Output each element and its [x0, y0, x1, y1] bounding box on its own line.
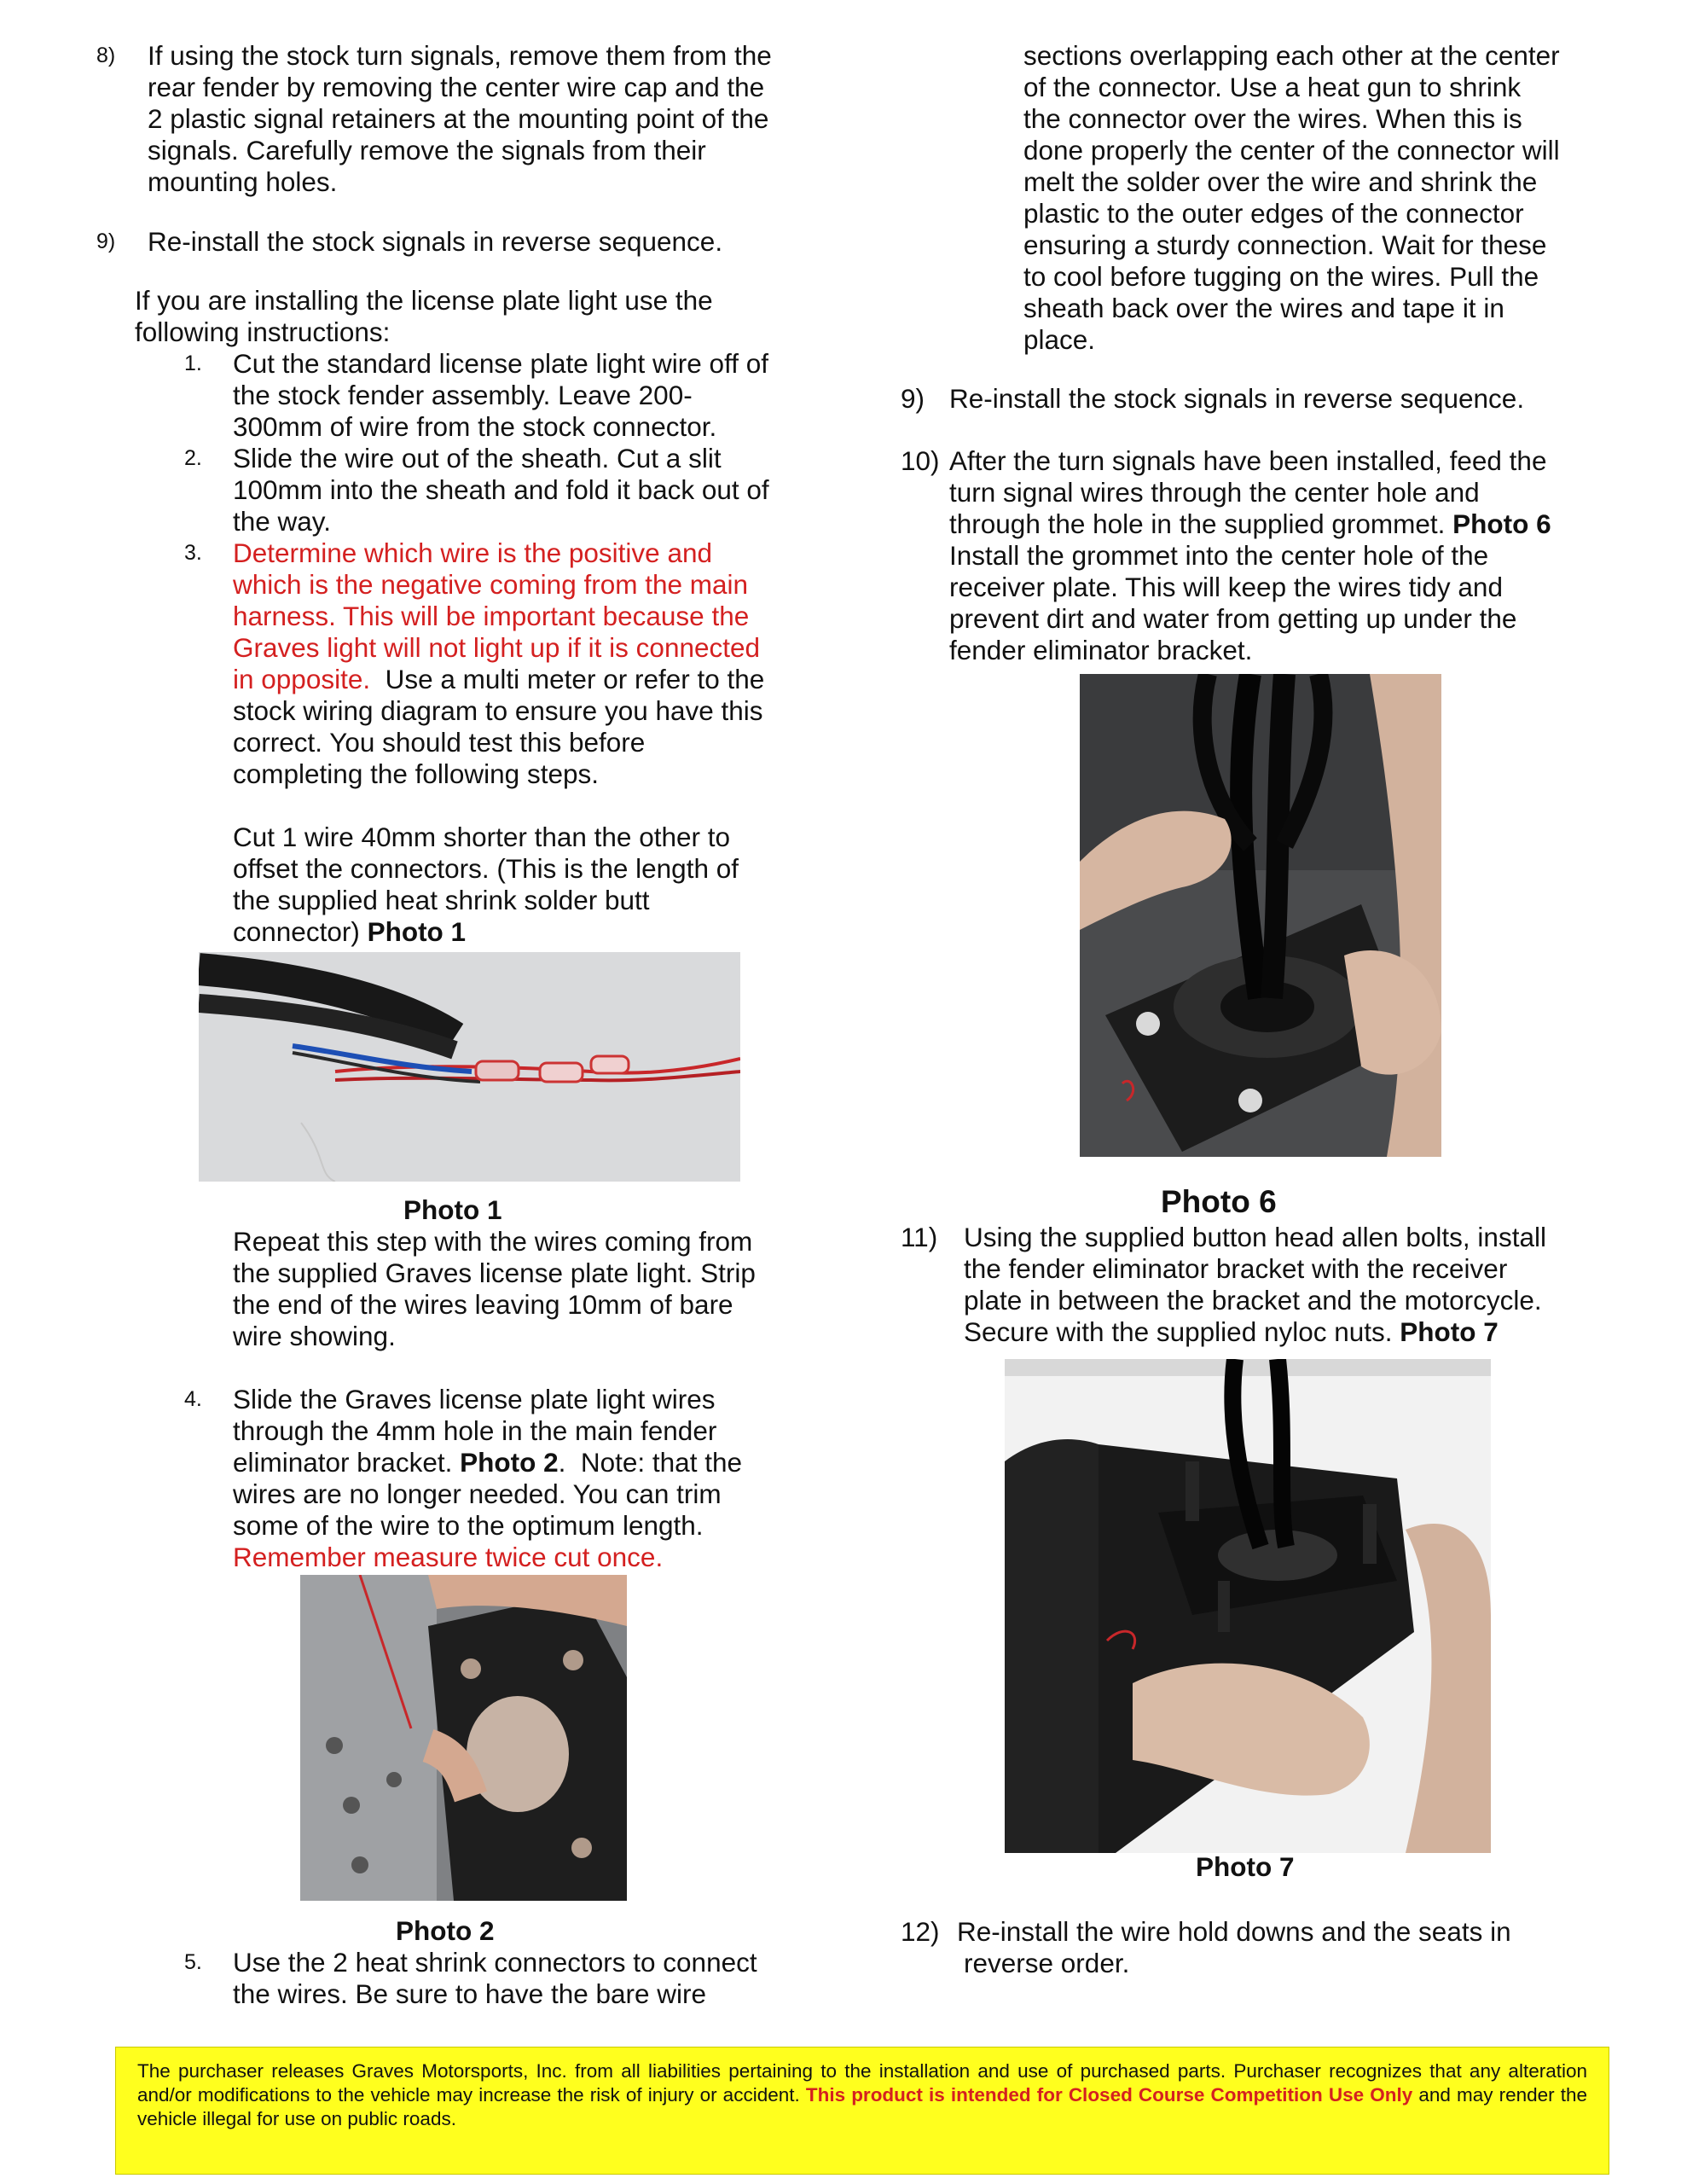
sub-step-3-number: 3. [184, 541, 202, 565]
sub-step-3-offset-text: Cut 1 wire 40mm shorter than the other to offset the connectors. (This is the length of the supplied heat shrink solder butt connector) Photo 1 [233, 822, 739, 947]
step-12-number: 12) [901, 1916, 940, 1947]
sub-step-1-text: Cut the standard license plate light wire off of the stock fender assembly. Leave 200- 300mm of wire from the stock connector. [233, 348, 769, 442]
sub-step-4-number: 4. [184, 1387, 202, 1411]
photo-6-caption: Photo 6 [1161, 1184, 1277, 1219]
sub-step-5-text: Use the 2 heat shrink connectors to connect the wires. Be sure to have the bare wire [233, 1947, 757, 2009]
step-9-text: Re-install the stock signals in reverse sequence. [148, 226, 723, 257]
step-8-text: If using the stock turn signals, remove them from the rear fender by removing the center wire cap and the 2 plastic signal retainers at the mounting point of the signals. Carefully remove the signals from their mounting holes. [148, 40, 772, 197]
closed-course-warning: This product is intended for Closed Course Competition Use Only [805, 2084, 1413, 2106]
step-12-text: Re-install the wire hold downs and the seats in reverse order. [957, 1916, 1511, 1978]
sub-step-5-number: 5. [184, 1950, 202, 1974]
license-intro: If you are installing the license plate light use the following instructions: [135, 285, 713, 347]
step-11-text: Using the supplied button head allen bolts, install the fender eliminator bracket with the receiver plate in between the bracket and the motorcycle. Secure with the supplied nyloc nuts. Photo 7 [964, 1222, 1546, 1347]
photo-6-grommet [1080, 674, 1441, 1157]
step-11-number: 11) [901, 1222, 938, 1252]
photo-7-caption: Photo 7 [1196, 1851, 1295, 1882]
repeat-step-text: Repeat this step with the wires coming from the supplied Graves license plate light. Strip the end of the wires leaving 10mm of bare wire showing. [233, 1226, 756, 1351]
photo-7-bracket-install [1005, 1359, 1491, 1853]
photo-2-bracket [300, 1575, 627, 1901]
sub-step-2-number: 2. [184, 446, 202, 470]
right-step-9-number: 9) [901, 383, 925, 414]
step-8-number: 8) [96, 44, 116, 67]
right-step-9-text: Re-install the stock signals in reverse sequence. [949, 383, 1525, 414]
step-9-number: 9) [96, 229, 116, 253]
sub-step-4-text: Slide the Graves license plate light wires through the 4mm hole in the main fender eliminator bracket. Photo 2. Note: that the wires are no longer needed. You can trim some of the wire to the optimum length. Remember measure twice cut once. [233, 1384, 742, 1572]
photo-1-caption: Photo 1 [403, 1194, 502, 1225]
photo-2-caption: Photo 2 [396, 1915, 495, 1946]
sub-step-3-text: Determine which wire is the positive and which is the negative coming from the main harness. This will be important because the Graves light will not light up if it is connected in opposite. Use a multi meter or refer to the stock wiring diagram to ensure you have this correct. You should test this before completing the following steps. [233, 537, 765, 789]
sub-step-2-text: Slide the wire out of the sheath. Cut a slit 100mm into the sheath and fold it back out of the way. [233, 443, 769, 537]
step-10-number: 10) [901, 445, 940, 476]
step-10-text: After the turn signals have been installed, feed the turn signal wires through the center hole and through the hole in the supplied grommet. Photo 6 Install the grommet into the center hole of the receiver plate. This will keep the wires tidy and prevent dirt and water from getting up under the fender eliminator bracket. [949, 445, 1551, 665]
sub-step-1-number: 1. [184, 351, 202, 375]
sub-step-5-continued: sections overlapping each other at the center of the connector. Use a heat gun to shrink the connector over the wires. When this is done properly the center of the connector will melt the solder over the wire and shrink the plastic to the outer edges of the connector ensuring a sturdy connection. Wait for these to cool before tugging on the wires. Pull the sheath back over the wires and tape it in place. [1023, 40, 1560, 355]
liability-disclaimer: The purchaser releases Graves Motorsports, Inc. from all liabilities pertaining to the installation and use of purchased parts. Purchaser recognizes that any alteration and/or modifications to the vehicle may increase the risk of injury or accident. This product is intended for Closed Course Competition Use Only and may render the vehicle illegal for use on public roads. [115, 2047, 1609, 2175]
photo-1-wires [199, 952, 740, 1182]
